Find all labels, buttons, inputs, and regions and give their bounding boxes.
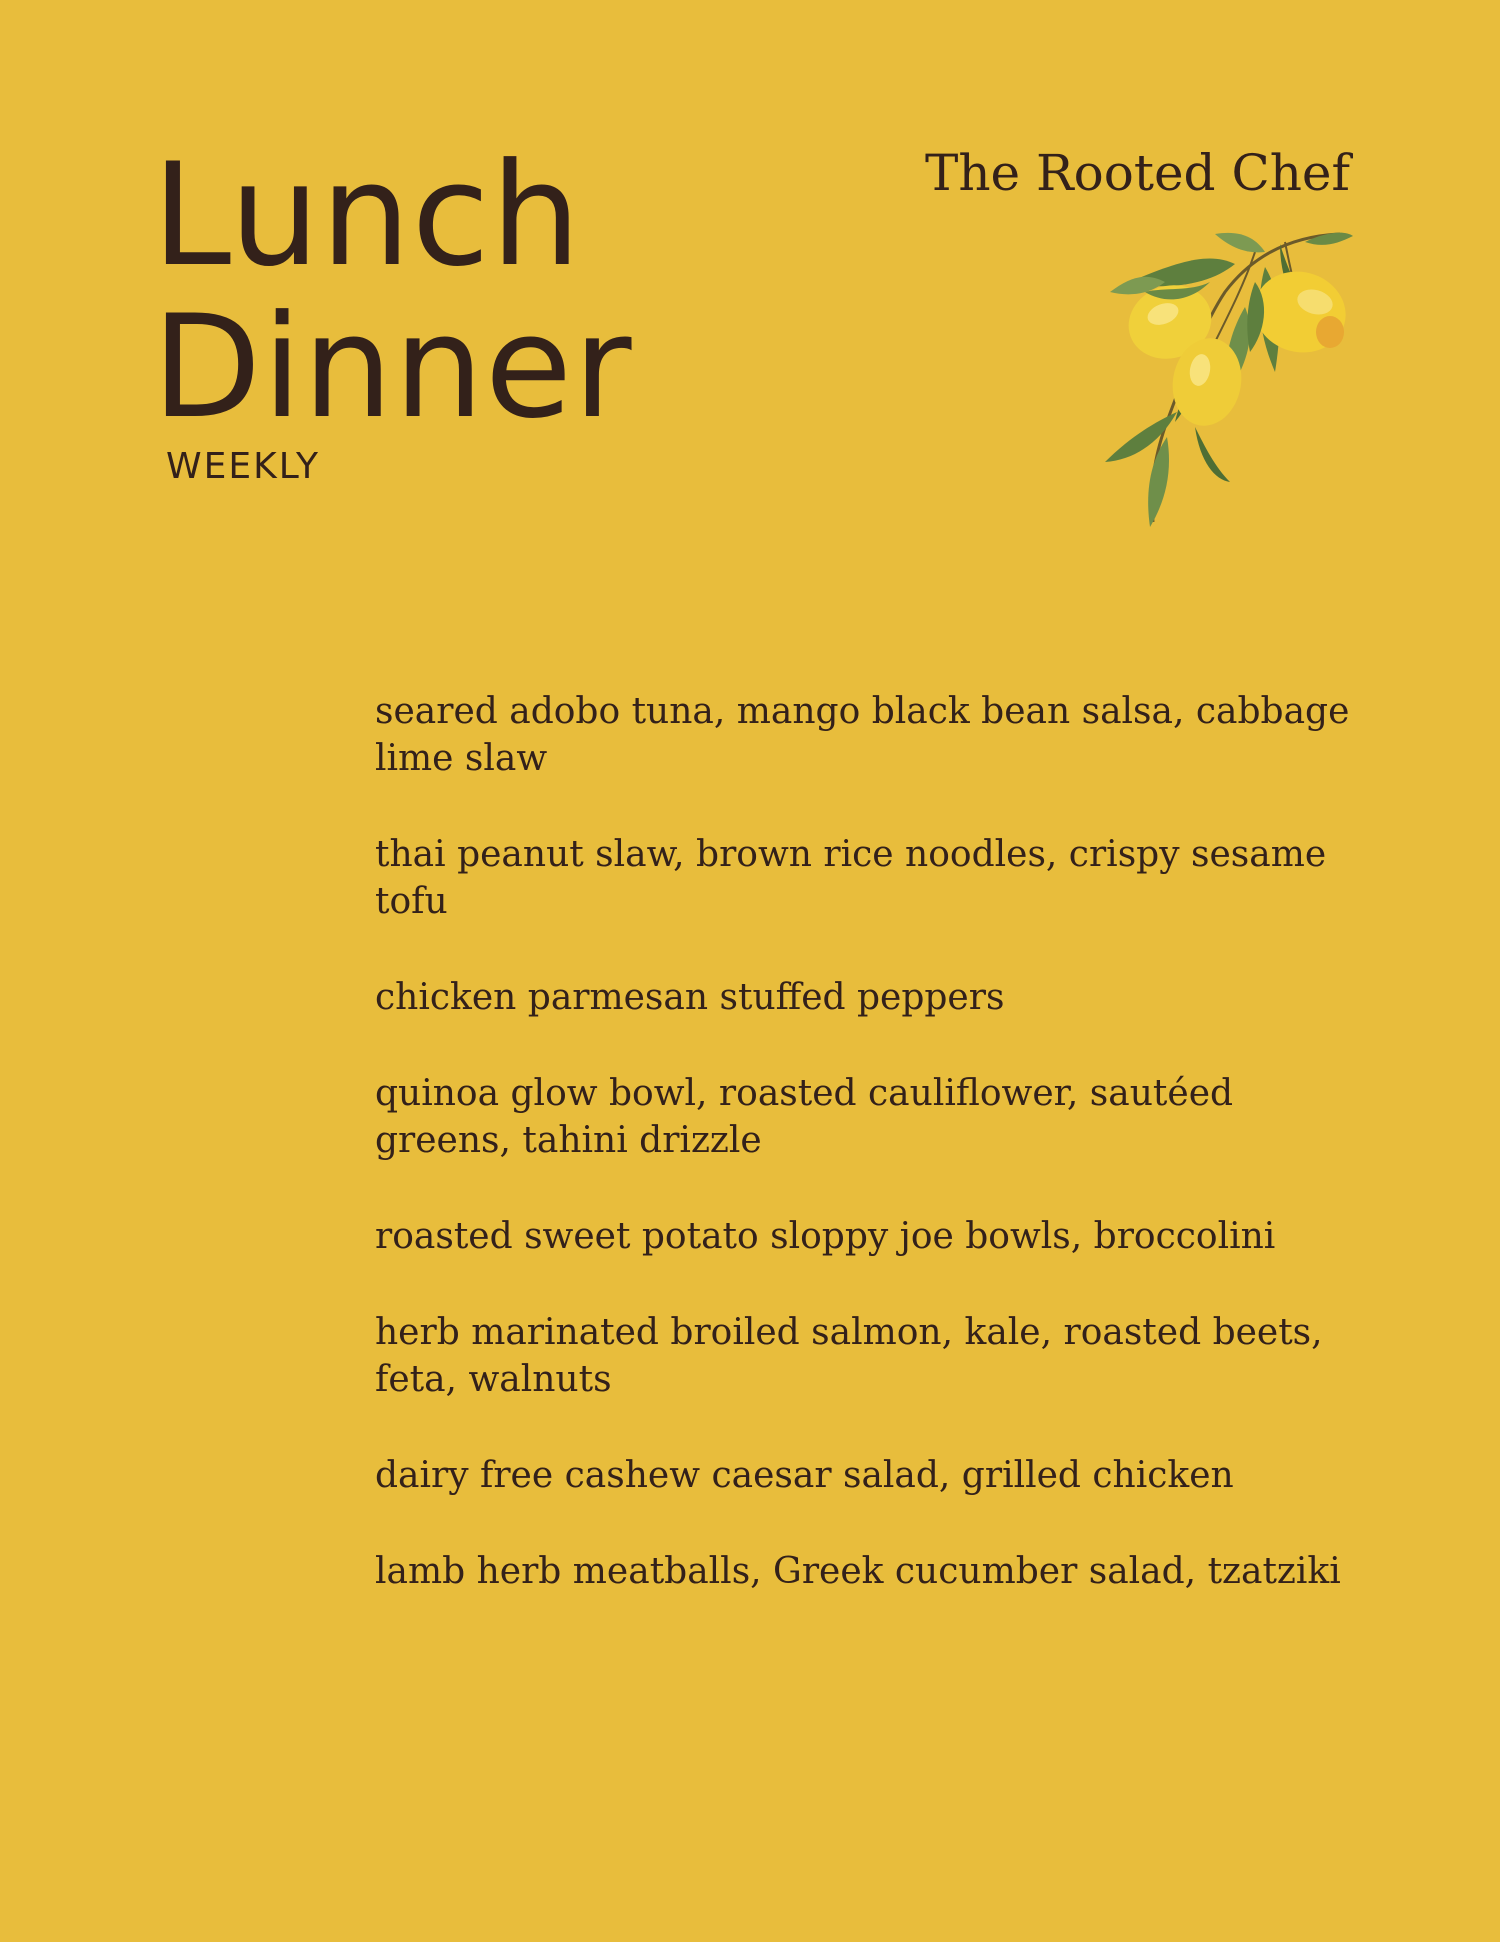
subtitle-weekly: WEEKLY bbox=[166, 446, 320, 487]
title-line-dinner: Dinner bbox=[152, 285, 633, 450]
menu-item: roasted sweet potato sloppy joe bowls, broccolini bbox=[375, 1216, 1276, 1257]
menu-item: thai peanut slaw, brown rice noodles, crispy sesame tofu bbox=[375, 834, 1327, 922]
menu-item: lamb herb meatballs, Greek cucumber salad, tzatziki bbox=[375, 1551, 1341, 1592]
menu-item: herb marinated broiled salmon, kale, roasted beets, feta, walnuts bbox=[375, 1312, 1323, 1400]
menu-item: dairy free cashew caesar salad, grilled chicken bbox=[375, 1455, 1234, 1496]
lemon-branch-icon bbox=[1105, 222, 1355, 532]
menu-item: seared adobo tuna, mango black bean salsa, cabbage lime slaw bbox=[375, 691, 1350, 779]
menu-list bbox=[375, 688, 1355, 1644]
title-line-lunch: Lunch bbox=[152, 133, 582, 298]
page-title bbox=[152, 133, 633, 450]
menu-item: quinoa glow bowl, roasted cauliflower, sautéed greens, tahini drizzle bbox=[375, 1073, 1234, 1161]
brand-name: The Rooted Chef bbox=[924, 144, 1350, 202]
menu-item: chicken parmesan stuffed peppers bbox=[375, 977, 1005, 1018]
